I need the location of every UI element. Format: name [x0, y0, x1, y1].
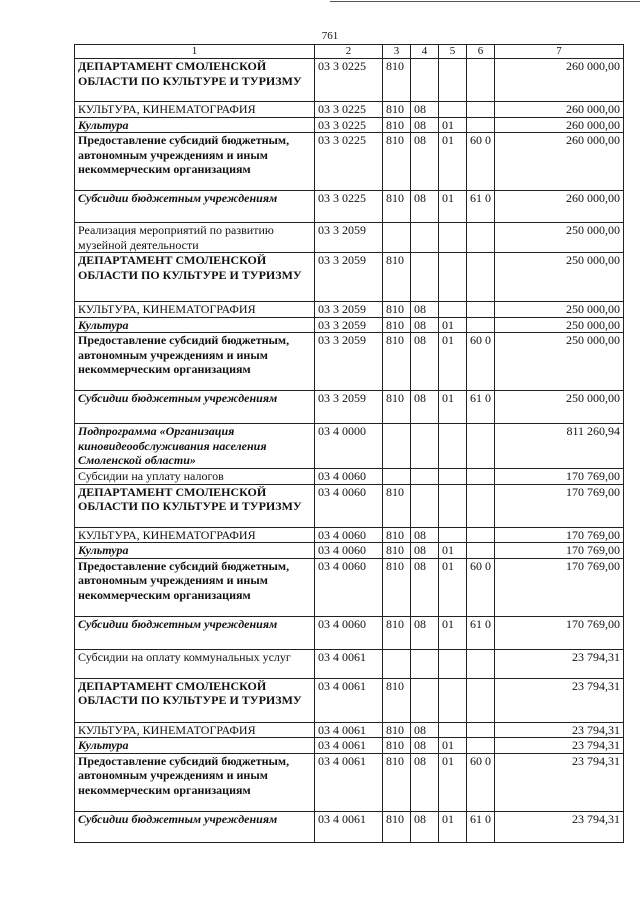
- row-name-cell: ДЕПАРТАМЕНТ СМОЛЕНСКОЙ ОБЛАСТИ ПО КУЛЬТУРЕ И ТУРИЗМУ: [75, 253, 315, 302]
- row-department-code-cell: 810: [383, 102, 411, 118]
- row-amount-cell: 23 794,31: [495, 722, 624, 738]
- table-row: [75, 102, 624, 118]
- row-subsection-code-cell: 01: [439, 317, 467, 333]
- row-target-code-cell: 03 4 0060: [315, 469, 383, 485]
- row-subsection-code-cell: [439, 253, 467, 302]
- row-expense-type-cell: 60 0: [467, 133, 495, 191]
- row-target-code-cell: 03 3 2059: [315, 223, 383, 253]
- row-amount-cell: 170 769,00: [495, 527, 624, 543]
- row-section-code-cell: 08: [411, 133, 439, 191]
- row-department-code-cell: [383, 469, 411, 485]
- row-expense-type-cell: [467, 738, 495, 754]
- row-target-code-cell: 03 3 2059: [315, 253, 383, 302]
- row-subsection-code-cell: [439, 678, 467, 722]
- row-target-code-cell: 03 4 0060: [315, 616, 383, 649]
- table-row: [75, 117, 624, 133]
- row-target-code-cell: 03 3 2059: [315, 302, 383, 318]
- row-department-code-cell: [383, 649, 411, 678]
- row-expense-type-cell: [467, 722, 495, 738]
- row-subsection-code-cell: 01: [439, 616, 467, 649]
- header-cell-7: 7: [495, 45, 624, 59]
- row-subsection-code-cell: [439, 527, 467, 543]
- row-amount-cell: 250 000,00: [495, 317, 624, 333]
- row-amount-cell: 260 000,00: [495, 133, 624, 191]
- row-amount-cell: 250 000,00: [495, 253, 624, 302]
- row-target-code-cell: 03 4 0060: [315, 527, 383, 543]
- row-target-code-cell: 03 4 0061: [315, 738, 383, 754]
- row-name-cell: Реализация мероприятий по развитию музейной деятельности: [75, 223, 315, 253]
- row-section-code-cell: 08: [411, 558, 439, 616]
- table-row: [75, 317, 624, 333]
- row-amount-cell: 260 000,00: [495, 102, 624, 118]
- row-section-code-cell: 08: [411, 527, 439, 543]
- row-expense-type-cell: [467, 317, 495, 333]
- row-name-cell: КУЛЬТУРА, КИНЕМАТОГРАФИЯ: [75, 722, 315, 738]
- row-section-code-cell: [411, 424, 439, 469]
- row-section-code-cell: 08: [411, 191, 439, 223]
- row-department-code-cell: 810: [383, 738, 411, 754]
- row-amount-cell: 170 769,00: [495, 484, 624, 527]
- row-subsection-code-cell: 01: [439, 811, 467, 842]
- budget-table: [74, 44, 624, 843]
- header-cell-5: 5: [439, 45, 467, 59]
- table-row: [75, 527, 624, 543]
- row-target-code-cell: 03 3 0225: [315, 133, 383, 191]
- row-name-cell: Предоставление субсидий бюджетным, автономным учреждениям и иным некоммерческим организациям: [75, 133, 315, 191]
- header-cell-1: 1: [75, 45, 315, 59]
- row-department-code-cell: 810: [383, 616, 411, 649]
- row-subsection-code-cell: 01: [439, 117, 467, 133]
- row-amount-cell: 23 794,31: [495, 753, 624, 811]
- table-row: [75, 469, 624, 485]
- row-expense-type-cell: [467, 117, 495, 133]
- row-target-code-cell: 03 4 0061: [315, 722, 383, 738]
- row-subsection-code-cell: [439, 484, 467, 527]
- row-section-code-cell: 08: [411, 302, 439, 318]
- row-name-cell: Культура: [75, 317, 315, 333]
- row-expense-type-cell: [467, 543, 495, 559]
- row-section-code-cell: 08: [411, 722, 439, 738]
- row-name-cell: Культура: [75, 117, 315, 133]
- table-row: [75, 558, 624, 616]
- row-section-code-cell: 08: [411, 753, 439, 811]
- row-name-cell: КУЛЬТУРА, КИНЕМАТОГРАФИЯ: [75, 102, 315, 118]
- row-target-code-cell: 03 3 0225: [315, 117, 383, 133]
- row-name-cell: ДЕПАРТАМЕНТ СМОЛЕНСКОЙ ОБЛАСТИ ПО КУЛЬТУРЕ И ТУРИЗМУ: [75, 484, 315, 527]
- row-expense-type-cell: 60 0: [467, 333, 495, 391]
- row-amount-cell: 260 000,00: [495, 59, 624, 102]
- table-row: [75, 302, 624, 318]
- row-name-cell: Субсидии бюджетным учреждениям: [75, 191, 315, 223]
- row-expense-type-cell: [467, 527, 495, 543]
- row-expense-type-cell: [467, 649, 495, 678]
- row-subsection-code-cell: 01: [439, 753, 467, 811]
- header-cell-6: 6: [467, 45, 495, 59]
- row-amount-cell: 23 794,31: [495, 649, 624, 678]
- row-department-code-cell: 810: [383, 391, 411, 424]
- row-target-code-cell: 03 3 2059: [315, 391, 383, 424]
- row-department-code-cell: 810: [383, 678, 411, 722]
- row-expense-type-cell: 61 0: [467, 191, 495, 223]
- row-subsection-code-cell: [439, 223, 467, 253]
- table-row: [75, 738, 624, 754]
- row-department-code-cell: [383, 223, 411, 253]
- table-row: [75, 333, 624, 391]
- row-section-code-cell: [411, 484, 439, 527]
- row-department-code-cell: 810: [383, 117, 411, 133]
- row-subsection-code-cell: 01: [439, 543, 467, 559]
- row-section-code-cell: [411, 253, 439, 302]
- row-section-code-cell: 08: [411, 391, 439, 424]
- row-name-cell: Культура: [75, 738, 315, 754]
- row-expense-type-cell: [467, 253, 495, 302]
- table-row: [75, 722, 624, 738]
- row-amount-cell: 170 769,00: [495, 558, 624, 616]
- row-amount-cell: 170 769,00: [495, 469, 624, 485]
- row-department-code-cell: 810: [383, 333, 411, 391]
- row-section-code-cell: 08: [411, 738, 439, 754]
- row-name-cell: Субсидии бюджетным учреждениям: [75, 391, 315, 424]
- row-name-cell: КУЛЬТУРА, КИНЕМАТОГРАФИЯ: [75, 302, 315, 318]
- row-name-cell: Подпрограмма «Организация киновидеообслуживания населения Смоленской области»: [75, 424, 315, 469]
- header-row: [75, 45, 624, 59]
- row-subsection-code-cell: 01: [439, 133, 467, 191]
- row-target-code-cell: 03 4 0061: [315, 649, 383, 678]
- row-amount-cell: 250 000,00: [495, 391, 624, 424]
- row-section-code-cell: 08: [411, 616, 439, 649]
- row-target-code-cell: 03 4 0061: [315, 811, 383, 842]
- row-expense-type-cell: 60 0: [467, 558, 495, 616]
- row-expense-type-cell: [467, 302, 495, 318]
- row-section-code-cell: [411, 678, 439, 722]
- row-department-code-cell: 810: [383, 753, 411, 811]
- budget-table-body: [75, 45, 624, 843]
- row-target-code-cell: 03 4 0060: [315, 558, 383, 616]
- row-name-cell: Субсидии на оплату коммунальных услуг: [75, 649, 315, 678]
- row-expense-type-cell: [467, 484, 495, 527]
- row-section-code-cell: 08: [411, 811, 439, 842]
- row-name-cell: Субсидии бюджетным учреждениям: [75, 811, 315, 842]
- table-row: [75, 253, 624, 302]
- row-subsection-code-cell: [439, 722, 467, 738]
- row-target-code-cell: 03 4 0000: [315, 424, 383, 469]
- row-subsection-code-cell: [439, 302, 467, 318]
- table-row: [75, 484, 624, 527]
- table-row: [75, 223, 624, 253]
- row-amount-cell: 170 769,00: [495, 616, 624, 649]
- row-amount-cell: 170 769,00: [495, 543, 624, 559]
- row-name-cell: Предоставление субсидий бюджетным, автономным учреждениям и иным некоммерческим организациям: [75, 753, 315, 811]
- row-department-code-cell: 810: [383, 811, 411, 842]
- header-cell-3: 3: [383, 45, 411, 59]
- top-rule: [330, 1, 640, 2]
- row-section-code-cell: [411, 469, 439, 485]
- row-target-code-cell: 03 3 0225: [315, 191, 383, 223]
- table-row: [75, 391, 624, 424]
- table-row: [75, 649, 624, 678]
- table-row: [75, 616, 624, 649]
- header-cell-4: 4: [411, 45, 439, 59]
- row-subsection-code-cell: 01: [439, 391, 467, 424]
- table-row: [75, 753, 624, 811]
- row-subsection-code-cell: 01: [439, 738, 467, 754]
- page-number: 761: [321, 30, 339, 42]
- row-name-cell: Культура: [75, 543, 315, 559]
- table-row: [75, 191, 624, 223]
- row-expense-type-cell: 61 0: [467, 811, 495, 842]
- row-section-code-cell: 08: [411, 102, 439, 118]
- row-amount-cell: 250 000,00: [495, 223, 624, 253]
- row-expense-type-cell: 61 0: [467, 616, 495, 649]
- row-name-cell: ДЕПАРТАМЕНТ СМОЛЕНСКОЙ ОБЛАСТИ ПО КУЛЬТУРЕ И ТУРИЗМУ: [75, 59, 315, 102]
- row-amount-cell: 250 000,00: [495, 302, 624, 318]
- row-subsection-code-cell: 01: [439, 333, 467, 391]
- row-department-code-cell: 810: [383, 133, 411, 191]
- row-expense-type-cell: [467, 223, 495, 253]
- row-section-code-cell: 08: [411, 543, 439, 559]
- row-subsection-code-cell: 01: [439, 191, 467, 223]
- row-subsection-code-cell: [439, 469, 467, 485]
- row-department-code-cell: 810: [383, 722, 411, 738]
- row-expense-type-cell: [467, 678, 495, 722]
- table-row: [75, 543, 624, 559]
- table-row: [75, 811, 624, 842]
- row-name-cell: Субсидии бюджетным учреждениям: [75, 616, 315, 649]
- row-subsection-code-cell: [439, 424, 467, 469]
- row-subsection-code-cell: 01: [439, 558, 467, 616]
- row-expense-type-cell: [467, 469, 495, 485]
- row-expense-type-cell: [467, 102, 495, 118]
- row-amount-cell: 811 260,94: [495, 424, 624, 469]
- row-amount-cell: 23 794,31: [495, 738, 624, 754]
- row-target-code-cell: 03 4 0061: [315, 753, 383, 811]
- row-name-cell: ДЕПАРТАМЕНТ СМОЛЕНСКОЙ ОБЛАСТИ ПО КУЛЬТУРЕ И ТУРИЗМУ: [75, 678, 315, 722]
- row-department-code-cell: 810: [383, 558, 411, 616]
- row-amount-cell: 250 000,00: [495, 333, 624, 391]
- row-name-cell: Субсидии на уплату налогов: [75, 469, 315, 485]
- row-expense-type-cell: 61 0: [467, 391, 495, 424]
- row-target-code-cell: 03 4 0060: [315, 543, 383, 559]
- header-cell-2: 2: [315, 45, 383, 59]
- row-target-code-cell: 03 4 0061: [315, 678, 383, 722]
- row-target-code-cell: 03 3 2059: [315, 317, 383, 333]
- row-section-code-cell: [411, 223, 439, 253]
- row-amount-cell: 260 000,00: [495, 191, 624, 223]
- row-department-code-cell: 810: [383, 59, 411, 102]
- row-subsection-code-cell: [439, 102, 467, 118]
- row-expense-type-cell: [467, 59, 495, 102]
- row-section-code-cell: 08: [411, 317, 439, 333]
- row-subsection-code-cell: [439, 59, 467, 102]
- row-department-code-cell: 810: [383, 484, 411, 527]
- row-department-code-cell: [383, 424, 411, 469]
- row-name-cell: Предоставление субсидий бюджетным, автономным учреждениям и иным некоммерческим организациям: [75, 333, 315, 391]
- row-section-code-cell: 08: [411, 117, 439, 133]
- row-department-code-cell: 810: [383, 527, 411, 543]
- row-target-code-cell: 03 3 0225: [315, 102, 383, 118]
- row-department-code-cell: 810: [383, 317, 411, 333]
- table-row: [75, 133, 624, 191]
- row-section-code-cell: [411, 59, 439, 102]
- row-name-cell: КУЛЬТУРА, КИНЕМАТОГРАФИЯ: [75, 527, 315, 543]
- row-amount-cell: 23 794,31: [495, 811, 624, 842]
- row-department-code-cell: 810: [383, 253, 411, 302]
- row-subsection-code-cell: [439, 649, 467, 678]
- row-department-code-cell: 810: [383, 543, 411, 559]
- row-name-cell: Предоставление субсидий бюджетным, автономным учреждениям и иным некоммерческим организациям: [75, 558, 315, 616]
- row-amount-cell: 23 794,31: [495, 678, 624, 722]
- row-department-code-cell: 810: [383, 191, 411, 223]
- table-row: [75, 424, 624, 469]
- row-target-code-cell: 03 4 0060: [315, 484, 383, 527]
- row-section-code-cell: [411, 649, 439, 678]
- row-section-code-cell: 08: [411, 333, 439, 391]
- row-amount-cell: 260 000,00: [495, 117, 624, 133]
- row-expense-type-cell: [467, 424, 495, 469]
- row-expense-type-cell: 60 0: [467, 753, 495, 811]
- table-row: [75, 678, 624, 722]
- row-department-code-cell: 810: [383, 302, 411, 318]
- row-target-code-cell: 03 3 2059: [315, 333, 383, 391]
- row-target-code-cell: 03 3 0225: [315, 59, 383, 102]
- table-row: [75, 59, 624, 102]
